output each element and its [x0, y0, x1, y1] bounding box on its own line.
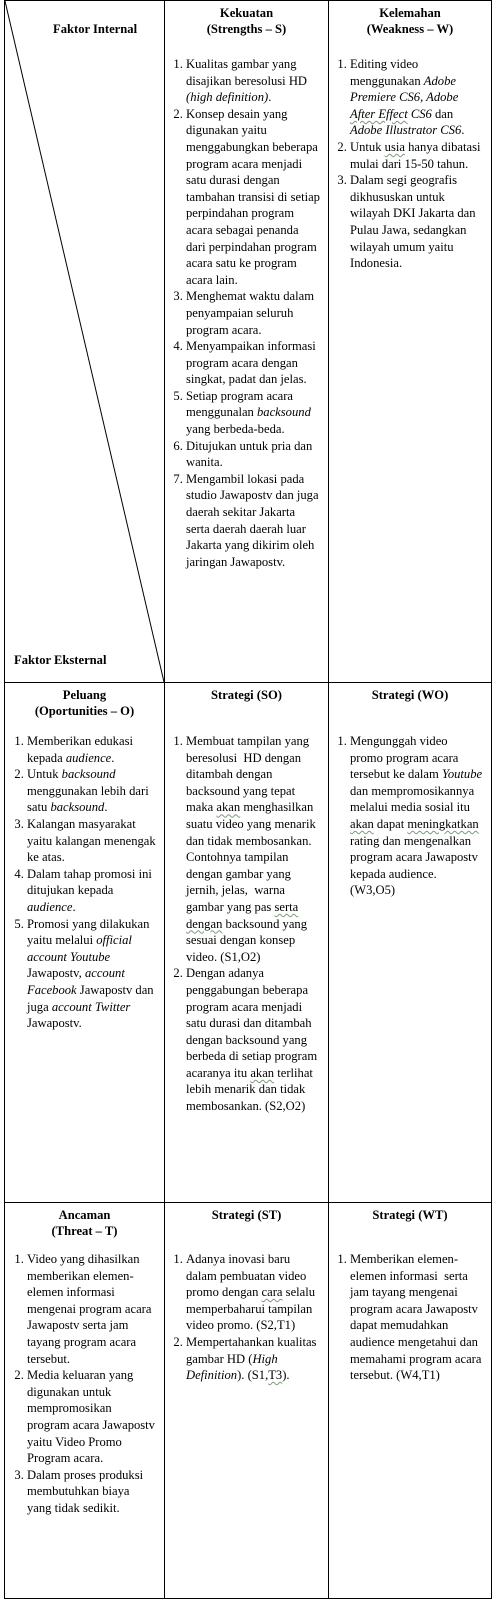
list-item: 2. Dengan adanya penggabungan beberapa program acara menjadi satu durasi dan ditambah dengan backsound yang berbeda di setiap program acaranya itu akan terlihat lebih menarik dan tidak membosankan. (S2,O2): [186, 965, 320, 1114]
strategy-st-cell: [164, 1202, 328, 1599]
faktor-internal-label: Faktor Internal: [53, 22, 138, 36]
corner-cell: [4, 0, 164, 682]
threats-title: Ancaman: [58, 1208, 111, 1222]
strategy-so-list: [165, 733, 320, 1115]
opportunities-header: [5, 683, 164, 719]
faktor-eksternal-label: Faktor Eksternal: [14, 653, 107, 667]
list-item: 1. Editing video menggunakan Adobe Premiere CS6, Adobe After Effect CS6 dan Adobe Illustrator CS6.: [350, 56, 483, 139]
strategy-st-header: Strategi (ST): [211, 1208, 282, 1222]
list-item: 3. Menghemat waktu dalam penyampaian seluruh program acara.: [186, 288, 320, 338]
list-item: 5. Setiap program acara menggunalan backsound yang berbeda-beda.: [186, 388, 320, 438]
strategy-wo-cell: [328, 682, 492, 1202]
list-item: 3. Dalam proses produksi membutuhkan biaya yang tidak sedikit.: [27, 1467, 156, 1517]
list-item: 5. Promosi yang dilakukan yaitu melalui official account Youtube Jawapostv, account Facebook Jawapostv dan juga account Twitter Jawapostv.: [27, 916, 156, 1032]
list-item: 1. Memberikan edukasi kepada audience.: [27, 733, 156, 766]
opportunities-list: [5, 733, 156, 1032]
strategy-so-header: Strategi (SO): [211, 688, 282, 702]
threats-header: [5, 1203, 164, 1239]
list-item: 6. Ditujukan untuk pria dan wanita.: [186, 438, 320, 471]
strengths-cell: [164, 0, 328, 682]
strategy-wo-list: [329, 733, 483, 899]
list-item: 3. Dalam segi geografis dikhususkan untuk wilayah DKI Jakarta dan Pulau Jawa, sedangkan wilayah umum yaitu Indonesia.: [350, 172, 483, 272]
strategy-wo-header: Strategi (WO): [371, 688, 449, 702]
strengths-list: [165, 56, 320, 570]
weakness-header: [329, 1, 491, 37]
list-item: 1. Adanya inovasi baru dalam pembuatan video promo dengan cara selalu memperbaharui tampilan video promo. (S2,T1): [186, 1251, 320, 1334]
weakness-subtitle: (Weakness – W): [366, 22, 454, 36]
strengths-header: [165, 1, 328, 37]
list-item: 1. Kualitas gambar yang disajikan beresolusi HD (high definition).: [186, 56, 320, 106]
strengths-title: Kekuatan: [219, 6, 274, 20]
weakness-cell: [328, 0, 492, 682]
list-item: 1. Memberikan elemen-elemen informasi serta jam tayang mengenai program acara Jawapostv dapat memudahkan audience mengetahui dan memahami program acara tersebut. (W4,T1): [350, 1251, 483, 1384]
threats-cell: [4, 1202, 164, 1599]
list-item: 4. Menyampaikan informasi program acara dengan singkat, padat dan jelas.: [186, 338, 320, 388]
list-item: 3. Kalangan masyarakat yaitu kalangan menengak ke atas.: [27, 816, 156, 866]
opportunities-title: Peluang: [62, 688, 107, 702]
list-item: 2. Untuk backsound menggunakan lebih dari satu backsound.: [27, 766, 156, 816]
strategy-wt-header: Strategi (WT): [372, 1208, 448, 1222]
threats-list: [5, 1251, 156, 1517]
threats-subtitle: (Threat – T): [51, 1224, 118, 1238]
weakness-title: Kelemahan: [379, 6, 441, 20]
list-item: 2. Untuk usia hanya dibatasi mulai dari 15-50 tahun.: [350, 139, 483, 172]
opportunities-cell: [4, 682, 164, 1202]
strategy-st-list: [165, 1251, 320, 1384]
diagonal-divider: [5, 1, 165, 682]
list-item: 1. Mengunggah video promo program acara tersebut ke dalam Youtube dan mempromosikannya melalui media sosial itu akan dapat meningkatkan rating dan mengenalkan program acara Jawapostv kepada audience. (W3,O5): [350, 733, 483, 899]
weakness-list: [329, 56, 483, 272]
list-item: 2. Konsep desain yang digunakan yaitu menggabungkan beberapa program acara menjadi satu durasi dengan tambahan transisi di setiap perpindahan program acara sebagai penanda dari perpindahan program acara satu ke program acara lain.: [186, 106, 320, 289]
list-item: 1. Membuat tampilan yang beresolusi HD dengan ditambah dengan backsound yang tepat maka akan menghasilkan suatu video yang menarik dan tidak membosankan. Contohnya tampilan dengan gambar yang jernih, jelas, warna gambar yang pas serta dengan backsound yang sesuai dengan konsep video. (S1,O2): [186, 733, 320, 965]
strategy-wt-list: [329, 1251, 483, 1384]
strengths-subtitle: (Strengths – S): [206, 22, 287, 36]
list-item: 2. Mempertahankan kualitas gambar HD (High Definition). (S1,T3).: [186, 1334, 320, 1384]
strategy-so-cell: [164, 682, 328, 1202]
list-item: 1. Video yang dihasilkan memberikan elemen-elemen informasi mengenai program acara Jawapostv serta jam tayang program acara tersebut.: [27, 1251, 156, 1367]
list-item: 7. Mengambil lokasi pada studio Jawapostv dan juga daerah sekitar Jakarta serta daerah daerah luar Jakarta yang dikirim oleh jaringan Jawapostv.: [186, 471, 320, 571]
list-item: 2. Media keluaran yang digunakan untuk mempromosikan program acara Jawapostv yaitu Video Promo Program acara.: [27, 1367, 156, 1467]
list-item: 4. Dalam tahap promosi ini ditujukan kepada audience.: [27, 866, 156, 916]
strategy-wt-cell: [328, 1202, 492, 1599]
opportunities-subtitle: (Oportunities – O): [34, 704, 135, 718]
swot-matrix: [4, 0, 492, 1599]
